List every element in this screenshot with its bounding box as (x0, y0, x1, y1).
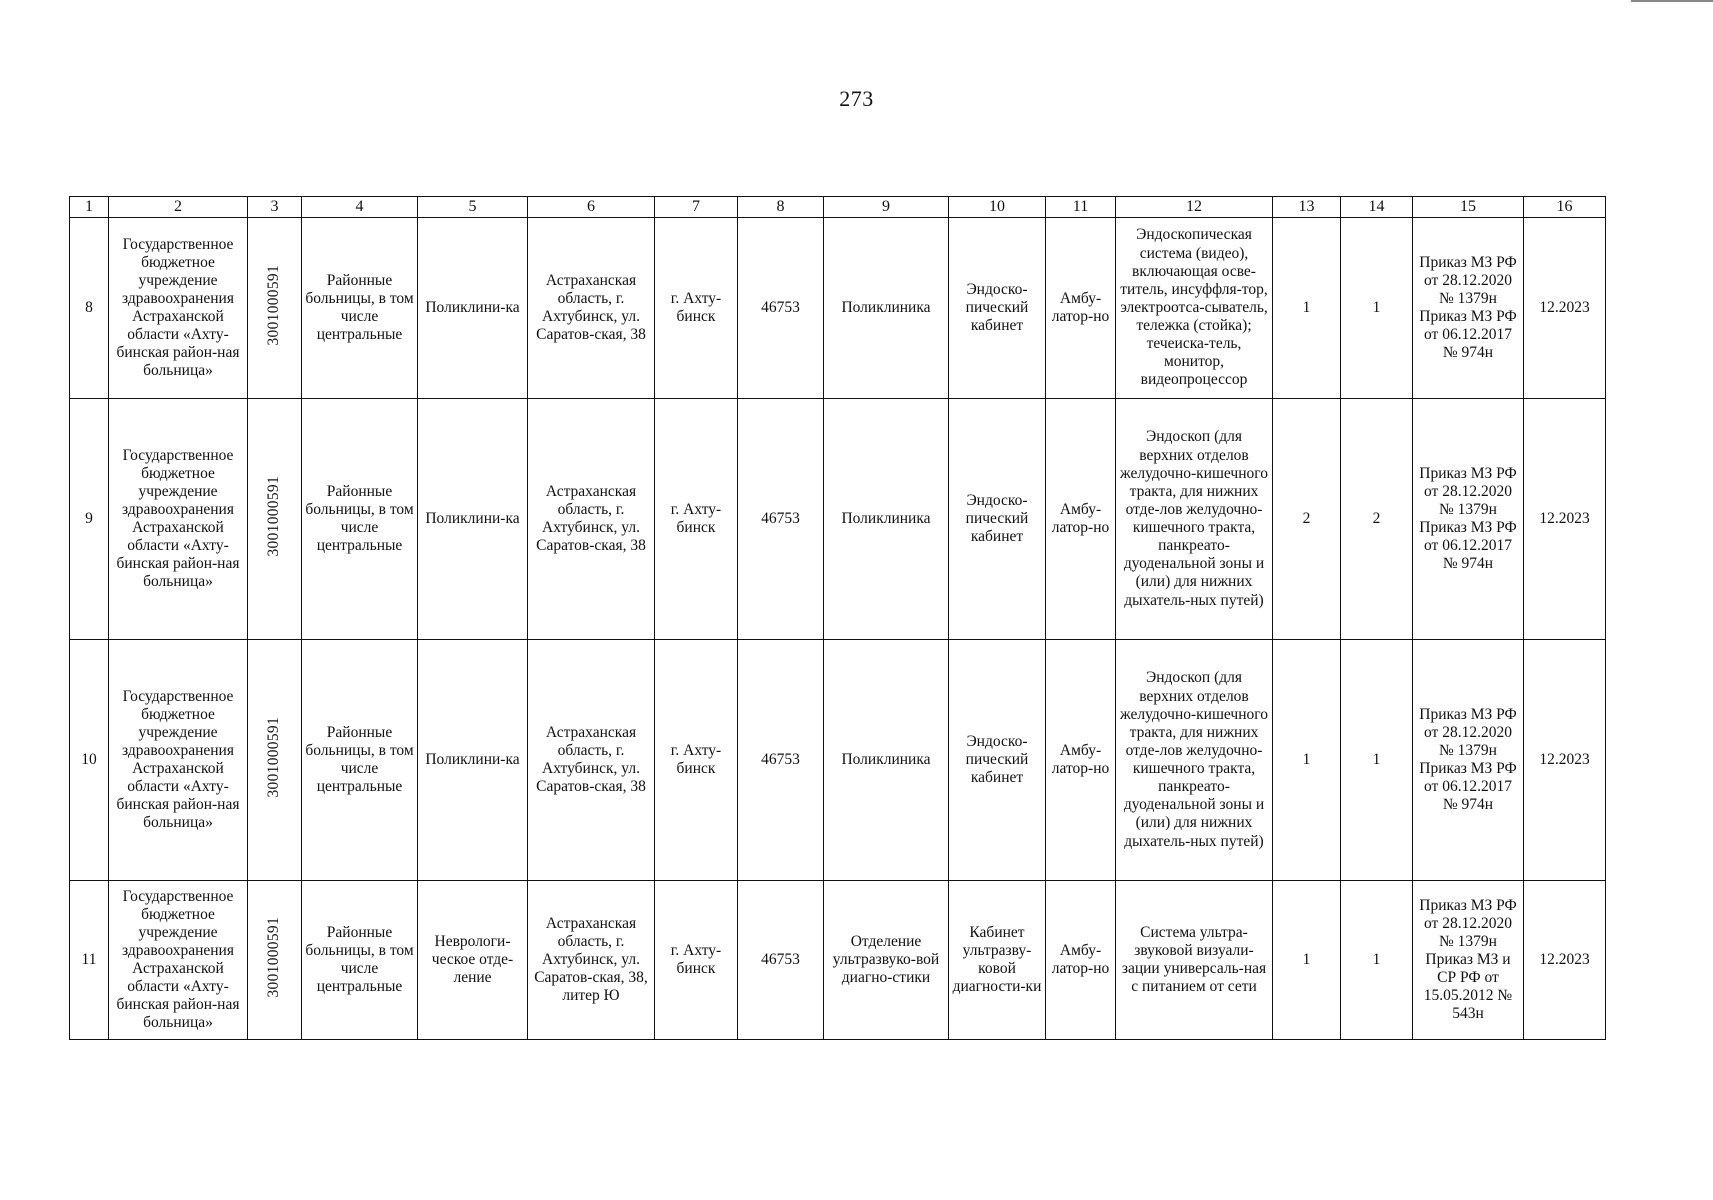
quantity-required: 1 (1273, 640, 1341, 881)
city: г. Ахту-бинск (655, 218, 738, 399)
equipment-name: Эндоскопическая система (видео), включающая осве-титель, инсуффля-тор, электроотса-сыватель, тележка (стойка); течеиска-тель, монитор, видеопроцессор (1116, 218, 1273, 399)
city: г. Ахту-бинск (655, 399, 738, 640)
room: Кабинет ультразву-ковой диагности-ки (949, 881, 1046, 1040)
header-cell: 12 (1116, 197, 1273, 218)
institution-code-text: 3001000591 (265, 917, 283, 998)
department: Поликлини-ка (418, 218, 528, 399)
institution-name: Государственное бюджетное учреждение здравоохранения Астраханской области «Ахту-бинская район-ная больница» (109, 218, 248, 399)
unit: Отделение ультразвуко-вой диагно-стики (824, 881, 949, 1040)
address: Астраханская область, г. Ахтубинск, ул. Саратов-ская, 38, литер Ю (528, 881, 655, 1040)
regulatory-order: Приказ МЗ РФ от 28.12.2020 № 1379н Приказ МЗ и СР РФ от 15.05.2012 № 543н (1413, 881, 1524, 1040)
regulatory-order: Приказ МЗ РФ от 28.12.2020 № 1379н Приказ МЗ РФ от 06.12.2017 № 974н (1413, 640, 1524, 881)
quantity-planned: 1 (1341, 881, 1413, 1040)
city: г. Ахту-бинск (655, 640, 738, 881)
room: Эндоско-пический кабинет (949, 218, 1046, 399)
quantity-required: 1 (1273, 218, 1341, 399)
department: Поликлини-ка (418, 399, 528, 640)
institution-type: Районные больницы, в том числе центральные (302, 881, 418, 1040)
quantity-required: 2 (1273, 399, 1341, 640)
institution-code-text: 3001000591 (265, 265, 283, 346)
unit: Поликлиника (824, 218, 949, 399)
table-row (70, 881, 1606, 1040)
row-number: 9 (70, 399, 109, 640)
row-number: 8 (70, 218, 109, 399)
scan-edge-mark (1631, 0, 1713, 2)
okato-code: 46753 (738, 640, 824, 881)
header-cell: 9 (824, 197, 949, 218)
page-number: 273 (839, 86, 874, 111)
quantity-planned: 2 (1341, 399, 1413, 640)
quantity-planned: 1 (1341, 218, 1413, 399)
institution-code (248, 218, 302, 399)
header-cell: 14 (1341, 197, 1413, 218)
header-cell: 4 (302, 197, 418, 218)
header-cell: 13 (1273, 197, 1341, 218)
institution-type: Районные больницы, в том числе центральные (302, 218, 418, 399)
header-cell: 3 (248, 197, 302, 218)
row-number: 10 (70, 640, 109, 881)
equipment-registry-table (69, 196, 1606, 1040)
row-number: 11 (70, 881, 109, 1040)
header-cell: 6 (528, 197, 655, 218)
okato-code: 46753 (738, 218, 824, 399)
care-conditions: Амбу-латор-но (1046, 640, 1116, 881)
institution-name: Государственное бюджетное учреждение здравоохранения Астраханской области «Ахту-бинская район-ная больница» (109, 640, 248, 881)
delivery-date: 12.2023 (1524, 881, 1606, 1040)
department: Неврологи-ческое отде-ление (418, 881, 528, 1040)
institution-type: Районные больницы, в том числе центральные (302, 640, 418, 881)
institution-code (248, 881, 302, 1040)
care-conditions: Амбу-латор-но (1046, 218, 1116, 399)
header-cell: 16 (1524, 197, 1606, 218)
institution-type: Районные больницы, в том числе центральные (302, 399, 418, 640)
regulatory-order: Приказ МЗ РФ от 28.12.2020 № 1379н Приказ МЗ РФ от 06.12.2017 № 974н (1413, 218, 1524, 399)
header-cell: 11 (1046, 197, 1116, 218)
quantity-planned: 1 (1341, 640, 1413, 881)
quantity-required: 1 (1273, 881, 1341, 1040)
table-row (70, 399, 1606, 640)
unit: Поликлиника (824, 399, 949, 640)
regulatory-order: Приказ МЗ РФ от 28.12.2020 № 1379н Приказ МЗ РФ от 06.12.2017 № 974н (1413, 399, 1524, 640)
table-row (70, 640, 1606, 881)
address: Астраханская область, г. Ахтубинск, ул. Саратов-ская, 38 (528, 640, 655, 881)
header-cell: 10 (949, 197, 1046, 218)
header-cell: 2 (109, 197, 248, 218)
address: Астраханская область, г. Ахтубинск, ул. Саратов-ская, 38 (528, 218, 655, 399)
care-conditions: Амбу-латор-но (1046, 399, 1116, 640)
institution-name: Государственное бюджетное учреждение здравоохранения Астраханской области «Ахту-бинская район-ная больница» (109, 399, 248, 640)
equipment-name: Система ультра-звуковой визуали-зации универсаль-ная с питанием от сети (1116, 881, 1273, 1040)
institution-code (248, 640, 302, 881)
delivery-date: 12.2023 (1524, 399, 1606, 640)
department: Поликлини-ка (418, 640, 528, 881)
table-header-row (70, 197, 1606, 218)
room: Эндоско-пический кабинет (949, 640, 1046, 881)
city: г. Ахту-бинск (655, 881, 738, 1040)
care-conditions: Амбу-латор-но (1046, 881, 1116, 1040)
institution-name: Государственное бюджетное учреждение здравоохранения Астраханской области «Ахту-бинская район-ная больница» (109, 881, 248, 1040)
room: Эндоско-пический кабинет (949, 399, 1046, 640)
delivery-date: 12.2023 (1524, 218, 1606, 399)
institution-code-text: 3001000591 (265, 476, 283, 557)
okato-code: 46753 (738, 399, 824, 640)
institution-code-text: 3001000591 (265, 717, 283, 798)
header-cell: 8 (738, 197, 824, 218)
unit: Поликлиника (824, 640, 949, 881)
institution-code (248, 399, 302, 640)
header-cell: 15 (1413, 197, 1524, 218)
equipment-name: Эндоскоп (для верхних отделов желудочно-кишечного тракта, для нижних отде-лов желудочно-кишечного тракта, панкреато-дуоденальной зоны и (или) для нижних дыхатель-ных путей) (1116, 640, 1273, 881)
okato-code: 46753 (738, 881, 824, 1040)
header-cell: 1 (70, 197, 109, 218)
delivery-date: 12.2023 (1524, 640, 1606, 881)
header-cell: 7 (655, 197, 738, 218)
equipment-name: Эндоскоп (для верхних отделов желудочно-кишечного тракта, для нижних отде-лов желудочно-кишечного тракта, панкреато-дуоденальной зоны и (или) для нижних дыхатель-ных путей) (1116, 399, 1273, 640)
table-row (70, 218, 1606, 399)
header-cell: 5 (418, 197, 528, 218)
address: Астраханская область, г. Ахтубинск, ул. Саратов-ская, 38 (528, 399, 655, 640)
